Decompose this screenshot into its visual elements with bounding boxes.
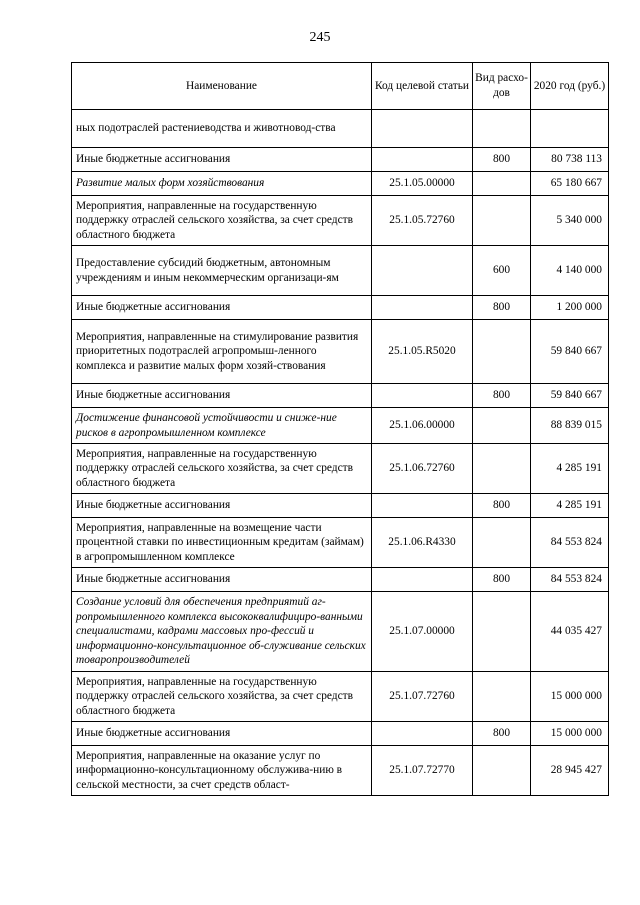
expense-type-cell: 800 <box>473 148 531 172</box>
amount-cell: 1 200 000 <box>531 296 609 320</box>
page-number: 245 <box>309 30 331 45</box>
table-row <box>72 296 609 320</box>
header-amount: 2020 год (руб.) <box>531 63 609 110</box>
name-cell: Мероприятия, направленные на государственную поддержку отраслей сельского хозяйства, за счет средств областного бюджета <box>72 444 372 494</box>
table-row <box>72 518 609 568</box>
target-code-cell: 25.1.05.72760 <box>372 196 473 246</box>
target-code-cell <box>372 384 473 408</box>
header-code: Код целевой статьи <box>372 63 473 110</box>
target-code-cell <box>372 148 473 172</box>
table-row <box>72 196 609 246</box>
target-code-cell: 25.1.06.72760 <box>372 444 473 494</box>
name-cell: Иные бюджетные ассигнования <box>72 296 372 320</box>
table-row <box>72 408 609 444</box>
amount-cell: 5 340 000 <box>531 196 609 246</box>
amount-cell: 4 140 000 <box>531 246 609 296</box>
expense-type-cell <box>473 320 531 384</box>
table-row <box>72 172 609 196</box>
target-code-cell: 25.1.06.00000 <box>372 408 473 444</box>
amount-cell: 84 553 824 <box>531 568 609 592</box>
target-code-cell: 25.1.07.72770 <box>372 746 473 796</box>
table-row <box>72 110 609 148</box>
amount-cell: 59 840 667 <box>531 320 609 384</box>
target-code-cell <box>372 296 473 320</box>
amount-cell: 59 840 667 <box>531 384 609 408</box>
amount-cell: 44 035 427 <box>531 592 609 672</box>
target-code-cell <box>372 494 473 518</box>
name-cell: ных подотраслей растениеводства и животновод-ства <box>72 110 372 148</box>
name-cell: Иные бюджетные ассигнования <box>72 148 372 172</box>
header-name: Наименование <box>72 63 372 110</box>
name-cell: Иные бюджетные ассигнования <box>72 494 372 518</box>
table-row <box>72 320 609 384</box>
table-row <box>72 246 609 296</box>
name-cell: Мероприятия, направленные на возмещение части процентной ставки по инвестиционным кредитам (займам) в агропромышленном комплексе <box>72 518 372 568</box>
table-row <box>72 722 609 746</box>
target-code-cell: 25.1.05.R5020 <box>372 320 473 384</box>
target-code-cell: 25.1.06.R4330 <box>372 518 473 568</box>
expense-type-cell <box>473 172 531 196</box>
name-cell: Достижение финансовой устойчивости и сниже-ние рисков в агропромышленном комплексе <box>72 408 372 444</box>
amount-cell <box>531 110 609 148</box>
table-row <box>72 592 609 672</box>
expense-type-cell <box>473 672 531 722</box>
name-cell: Иные бюджетные ассигнования <box>72 722 372 746</box>
target-code-cell: 25.1.05.00000 <box>372 172 473 196</box>
table-body <box>72 110 609 796</box>
expense-type-cell <box>473 518 531 568</box>
expense-type-cell: 800 <box>473 384 531 408</box>
amount-cell: 88 839 015 <box>531 408 609 444</box>
expense-type-cell <box>473 110 531 148</box>
amount-cell: 4 285 191 <box>531 444 609 494</box>
name-cell: Создание условий для обеспечения предприятий аг-ропромышленного комплекса высококвалифициро-ванными специалистами, кадрами массовых про-фессий и информационно-консультационное об-служивание сельских товаропроизводителей <box>72 592 372 672</box>
amount-cell: 65 180 667 <box>531 172 609 196</box>
table-row <box>72 746 609 796</box>
target-code-cell <box>372 568 473 592</box>
amount-cell: 28 945 427 <box>531 746 609 796</box>
table-row <box>72 444 609 494</box>
expense-type-cell <box>473 746 531 796</box>
amount-cell: 80 738 113 <box>531 148 609 172</box>
expense-type-cell: 600 <box>473 246 531 296</box>
amount-cell: 15 000 000 <box>531 672 609 722</box>
table-row <box>72 494 609 518</box>
name-cell: Мероприятия, направленные на стимулирование развития приоритетных подотраслей агропромыш-ленного комплекса и развитие малых форм хозяй-ствования <box>72 320 372 384</box>
target-code-cell <box>372 246 473 296</box>
table-header-row <box>72 63 609 110</box>
target-code-cell: 25.1.07.72760 <box>372 672 473 722</box>
amount-cell: 4 285 191 <box>531 494 609 518</box>
expense-type-cell: 800 <box>473 568 531 592</box>
target-code-cell <box>372 722 473 746</box>
expense-type-cell <box>473 408 531 444</box>
expense-type-cell <box>473 196 531 246</box>
table-row <box>72 384 609 408</box>
expense-type-cell: 800 <box>473 494 531 518</box>
amount-cell: 15 000 000 <box>531 722 609 746</box>
table-row <box>72 148 609 172</box>
table-row <box>72 568 609 592</box>
name-cell: Мероприятия, направленные на оказание услуг по информационно-консультационному обслужива-нию в сельской местности, за счет средств област- <box>72 746 372 796</box>
target-code-cell: 25.1.07.00000 <box>372 592 473 672</box>
expense-type-cell <box>473 444 531 494</box>
expense-type-cell: 800 <box>473 722 531 746</box>
name-cell: Иные бюджетные ассигнования <box>72 568 372 592</box>
target-code-cell <box>372 110 473 148</box>
name-cell: Мероприятия, направленные на государственную поддержку отраслей сельского хозяйства, за счет средств областного бюджета <box>72 672 372 722</box>
expense-type-cell: 800 <box>473 296 531 320</box>
amount-cell: 84 553 824 <box>531 518 609 568</box>
table-row <box>72 672 609 722</box>
name-cell: Развитие малых форм хозяйствования <box>72 172 372 196</box>
name-cell: Предоставление субсидий бюджетным, автономным учреждениям и иным некоммерческим организаци-ям <box>72 246 372 296</box>
header-kind: Вид расхо-дов <box>473 63 531 110</box>
name-cell: Иные бюджетные ассигнования <box>72 384 372 408</box>
expense-type-cell <box>473 592 531 672</box>
budget-table <box>71 62 609 796</box>
name-cell: Мероприятия, направленные на государственную поддержку отраслей сельского хозяйства, за счет средств областного бюджета <box>72 196 372 246</box>
